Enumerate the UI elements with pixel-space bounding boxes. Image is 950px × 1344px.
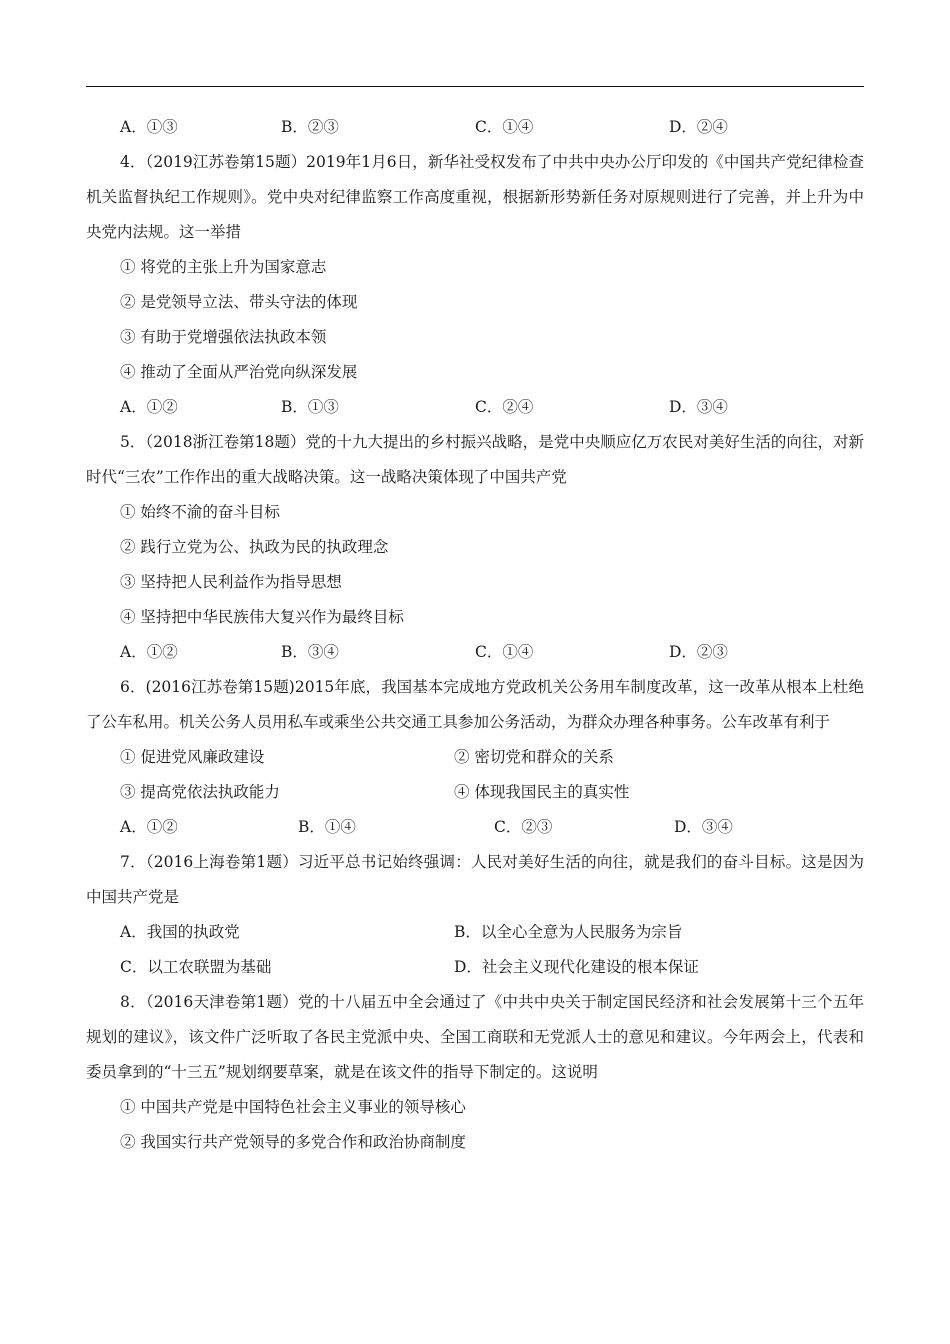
option-a: A．①③ [120, 118, 178, 136]
option-a: A．①② [120, 643, 178, 661]
question-4-stem: 4．（2019江苏卷第15题）2019年1月6日，新华社受权发布了中共中央办公厅印发的《中国共产党纪律检查机关监督执纪工作规则》。党中央对纪律监察工作高度重视，根据新形势新任务对原规则进行了完善，并上升为中央党内法规。这一举措 [86, 153, 864, 241]
question-8-item-1: ① 中国共产党是中国特色社会主义事业的领导核心 [120, 1098, 466, 1116]
option-d: D．③④ [669, 398, 728, 416]
option-b: B．①③ [281, 398, 339, 416]
option-d: D．社会主义现代化建设的根本保证 [454, 958, 699, 976]
question-6-items-row-2 [86, 775, 864, 810]
option-a: A．①② [120, 818, 178, 836]
option-c: C．②③ [494, 818, 553, 836]
prev-question-options [86, 110, 864, 145]
option-c: C．①④ [475, 643, 534, 661]
option-d: D．③④ [674, 818, 733, 836]
question-7-stem: 7．（2016上海卷第1题）习近平总书记始终强调：人民对美好生活的向往，就是我们的奋斗目标。这是因为中国共产党是 [86, 853, 864, 906]
option-c: C．以工农联盟为基础 [120, 958, 272, 976]
question-5-item-3: ③ 坚持把人民利益作为指导思想 [120, 573, 342, 591]
question-6-items-row-1 [86, 740, 864, 775]
option-b: B．①④ [298, 818, 356, 836]
header-rule [86, 86, 864, 87]
question-5-options [86, 635, 864, 670]
option-a: A．①② [120, 398, 178, 416]
question-7-options-row-1 [86, 915, 864, 950]
option-c: C．①④ [475, 118, 534, 136]
option-b: B．③④ [281, 643, 339, 661]
question-5-item-1: ① 始终不渝的奋斗目标 [120, 503, 280, 521]
question-6-item-3: ③ 提高党依法执政能力 [120, 783, 280, 801]
question-5-item-4: ④ 坚持把中华民族伟大复兴作为最终目标 [120, 608, 404, 626]
question-5-stem: 5．（2018浙江卷第18题）党的十九大提出的乡村振兴战略，是党中央顺应亿万农民对美好生活的向往，对新时代“三农”工作作出的重大战略决策。这一战略决策体现了中国共产党 [86, 433, 864, 486]
question-6-options [86, 810, 864, 845]
question-8-stem: 8．（2016天津卷第1题）党的十八届五中全会通过了《中共中央关于制定国民经济和社会发展第十三个五年规划的建议》，该文件广泛听取了各民主党派中央、全国工商联和无党派人士的意见和建议。今年两会上，代表和委员拿到的“十三五”规划纲要草案，就是在该文件的指导下制定的。这说明 [86, 993, 864, 1081]
question-4-item-1: ① 将党的主张上升为国家意志 [120, 258, 327, 276]
question-4-item-3: ③ 有助于党增强依法执政本领 [120, 328, 327, 346]
question-4-item-2: ② 是党领导立法、带头守法的体现 [120, 293, 358, 311]
option-d: D．②④ [669, 118, 728, 136]
question-6-item-4: ④ 体现我国民主的真实性 [454, 783, 630, 801]
question-8-item-2: ② 我国实行共产党领导的多党合作和政治协商制度 [120, 1133, 466, 1151]
question-6-item-2: ② 密切党和群众的关系 [454, 748, 614, 766]
option-b: B．②③ [281, 118, 339, 136]
question-4-options [86, 390, 864, 425]
document-page [86, 110, 864, 1160]
option-b: B．以全心全意为人民服务为宗旨 [454, 923, 683, 941]
question-4-item-4: ④ 推动了全面从严治党向纵深发展 [120, 363, 358, 381]
option-c: C．②④ [475, 398, 534, 416]
question-7-options-row-2 [86, 950, 864, 985]
question-6-stem: 6．(2016江苏卷第15题)2015年底，我国基本完成地方党政机关公务用车制度改革，这一改革从根本上杜绝了公车私用。机关公务人员用私车或乘坐公共交通工具参加公务活动，为群众办理各种事务。公车改革有利于 [86, 678, 864, 731]
question-6-item-1: ① 促进党风廉政建设 [120, 748, 265, 766]
question-5-item-2: ② 践行立党为公、执政为民的执政理念 [120, 538, 389, 556]
option-d: D．②③ [669, 643, 728, 661]
option-a: A．我国的执政党 [120, 923, 240, 941]
